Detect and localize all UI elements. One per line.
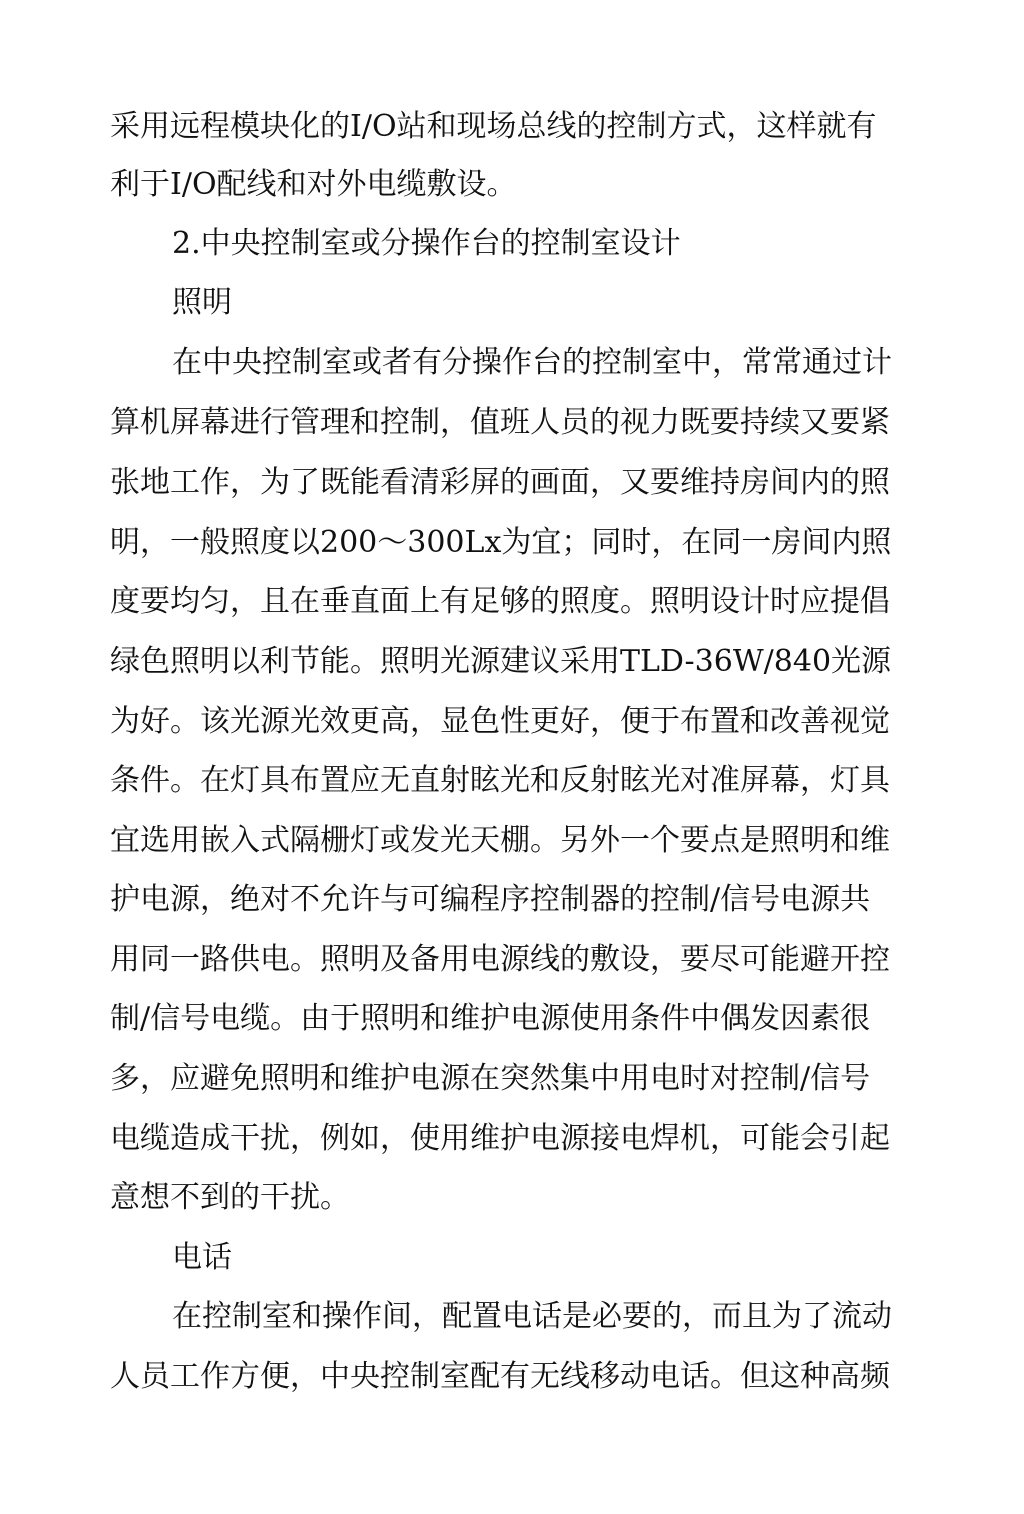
- text-line: 宜选用嵌入式隔栅灯或发光天棚。另外一个要点是照明和维: [110, 823, 890, 858]
- text-line: 明，一般照度以200～300Lx为宜；同时，在同一房间内照: [110, 525, 892, 560]
- text-line: 多，应避免照明和维护电源在突然集中用电时对控制/信号: [110, 1061, 871, 1096]
- text-line: 用同一路供电。照明及备用电源线的敷设，要尽可能避开控: [110, 942, 890, 977]
- text-line: 绿色照明以利节能。照明光源建议采用TLD-36W/840光源: [110, 644, 892, 679]
- text-line: 人员工作方便，中央控制室配有无线移动电话。但这种高频: [110, 1359, 890, 1394]
- section-heading: 2.中央控制室或分操作台的控制室设计: [172, 226, 681, 261]
- text-line: 条件。在灯具布置应无直射眩光和反射眩光对准屏幕，灯具: [110, 763, 890, 798]
- text-line: 电缆造成干扰，例如，使用维护电源接电焊机，可能会引起: [110, 1121, 890, 1156]
- subsection-heading-lighting: 照明: [172, 285, 232, 320]
- text-line: 在控制室和操作间，配置电话是必要的，而且为了流动: [172, 1299, 892, 1334]
- text-line: 度要均匀，且在垂直面上有足够的照度。照明设计时应提倡: [110, 584, 890, 619]
- text-line: 护电源，绝对不允许与可编程序控制器的控制/信号电源共: [110, 882, 871, 917]
- text-line: 在中央控制室或者有分操作台的控制室中，常常通过计: [172, 345, 892, 380]
- text-line: 为好。该光源光效更高，显色性更好，便于布置和改善视觉: [110, 704, 890, 739]
- text-line: 张地工作，为了既能看清彩屏的画面，又要维持房间内的照: [110, 465, 890, 500]
- text-line: 采用远程模块化的I/O站和现场总线的控制方式，这样就有: [110, 109, 877, 144]
- text-line: 利于I/O配线和对外电缆敷设。: [110, 167, 517, 202]
- text-line: 制/信号电缆。由于照明和维护电源使用条件中偶发因素很: [110, 1001, 871, 1036]
- text-line: 算机屏幕进行管理和控制，值班人员的视力既要持续又要紧: [110, 405, 890, 440]
- text-line: 意想不到的干扰。: [110, 1180, 350, 1215]
- subsection-heading-telephone: 电话: [172, 1240, 232, 1275]
